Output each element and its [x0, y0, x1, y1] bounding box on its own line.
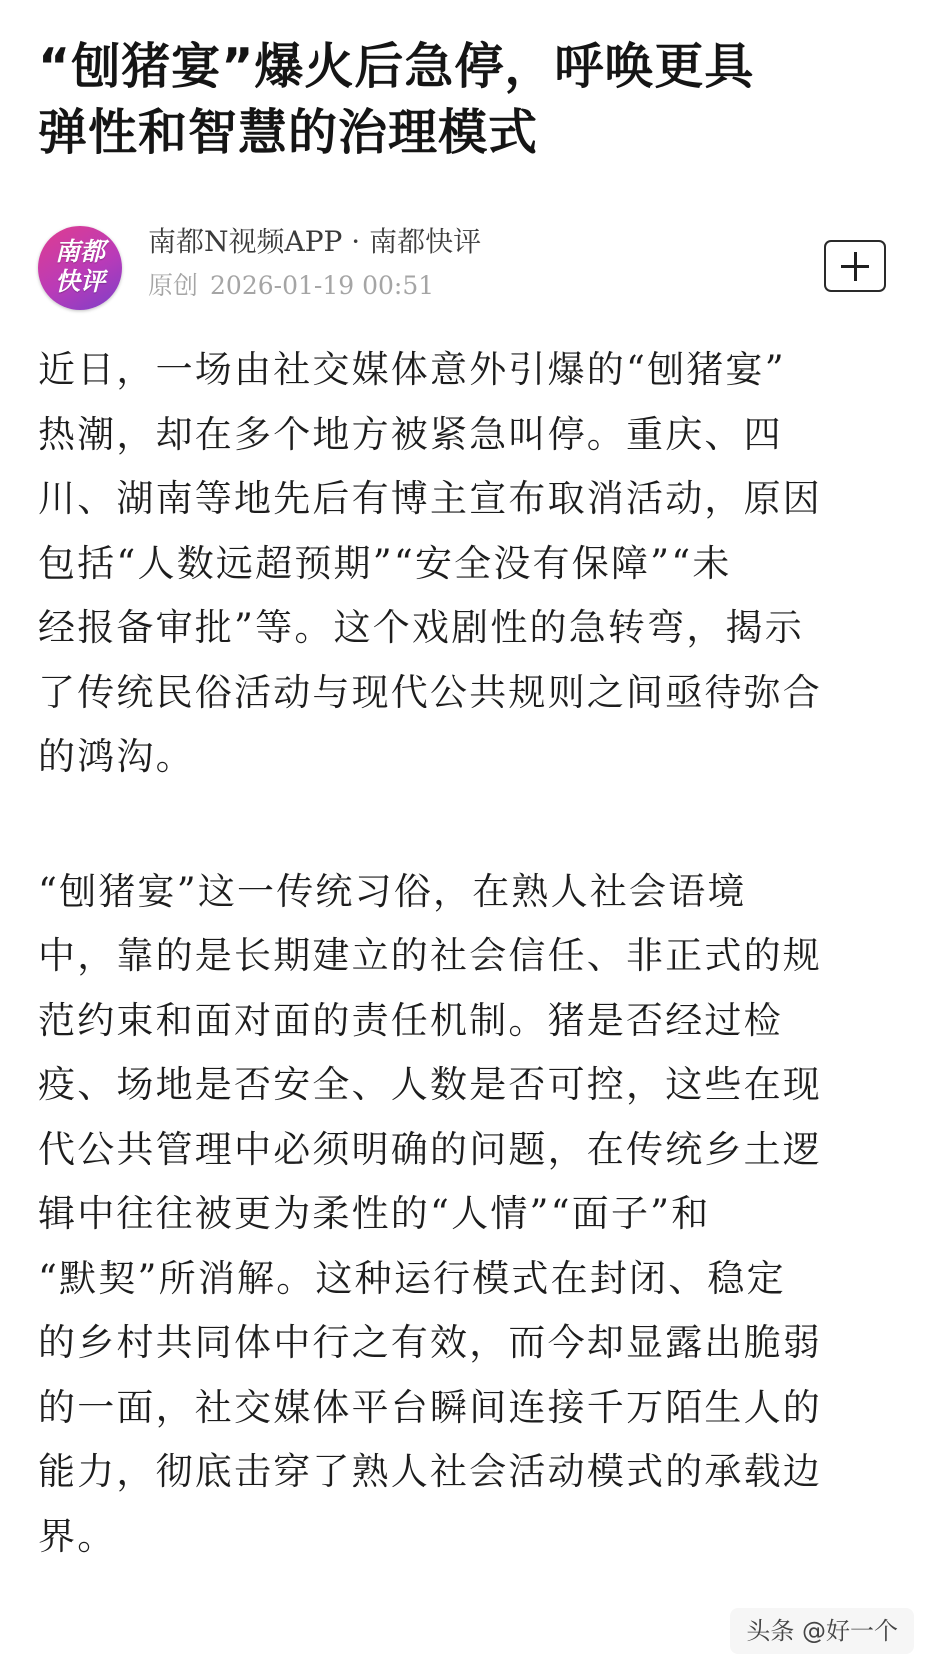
- paragraph: [38, 860, 898, 1570]
- article-meta: [148, 268, 434, 304]
- paragraph-line: 中，靠的是长期建立的社会信任、非正式的规: [38, 934, 822, 977]
- toutiao-watermark: 头条 @好一个: [730, 1608, 914, 1654]
- article-title: [38, 34, 898, 166]
- paragraph-line: 包括“人数远超预期”“安全没有保障”“未: [38, 541, 732, 585]
- paragraph-line: 界。: [38, 1514, 117, 1558]
- paragraph-line: 了传统民俗活动与现代公共规则之间亟待弥合: [38, 670, 822, 714]
- author-source[interactable]: 南都N视频APP · 南都快评: [148, 225, 482, 258]
- paragraph-line: 的乡村共同体中行之有效，而今却显露出脆弱: [38, 1321, 822, 1364]
- follow-button[interactable]: [824, 240, 886, 292]
- paragraph-line: 能力，彻底击穿了熟人社会活动模式的承载边: [38, 1450, 822, 1493]
- original-tag: 原创: [148, 271, 199, 300]
- author-row: [38, 222, 890, 312]
- paragraph-line: 热潮，却在多个地方被紧急叫停。重庆、四: [38, 412, 783, 456]
- paragraph-line: 的一面，社交媒体平台瞬间连接千万陌生人的: [38, 1385, 822, 1429]
- paragraph-line: 范约束和面对面的责任机制。猪是否经过检: [38, 998, 783, 1042]
- paragraph-line: 疫、场地是否安全、人数是否可控，这些在现: [38, 1063, 822, 1106]
- article-title-line: 弹性和智慧的治理模式: [38, 104, 539, 161]
- paragraph-line: 辑中往往被更为柔性的“人情”“面子”和: [38, 1192, 711, 1235]
- paragraph-line: “刨猪宴”这一传统习俗，在熟人社会语境: [38, 869, 747, 913]
- author-avatar[interactable]: [38, 226, 122, 310]
- publish-datetime: 2026-01-19 00:51: [210, 271, 435, 300]
- paragraph: [38, 338, 898, 790]
- paragraph-line: 的鸿沟。: [38, 735, 195, 778]
- paragraph-line: 川、湖南等地先后有博主宣布取消活动，原因: [38, 477, 822, 520]
- paragraph-line: 代公共管理中必须明确的问题，在传统乡土逻: [38, 1127, 822, 1171]
- article-title-line: “刨猪宴”爆火后急停，呼唤更具: [38, 38, 755, 95]
- article-body: [38, 338, 898, 1569]
- avatar-text-line: 南都: [54, 237, 105, 266]
- paragraph-line: “默契”所消解。这种运行模式在封闭、稳定: [38, 1256, 786, 1300]
- paragraph-line: 近日，一场由社交媒体意外引爆的“刨猪宴”: [38, 348, 786, 391]
- paragraph-line: 经报备审批”等。这个戏剧性的急转弯，揭示: [38, 606, 804, 649]
- avatar-text-line: 快评: [54, 267, 105, 296]
